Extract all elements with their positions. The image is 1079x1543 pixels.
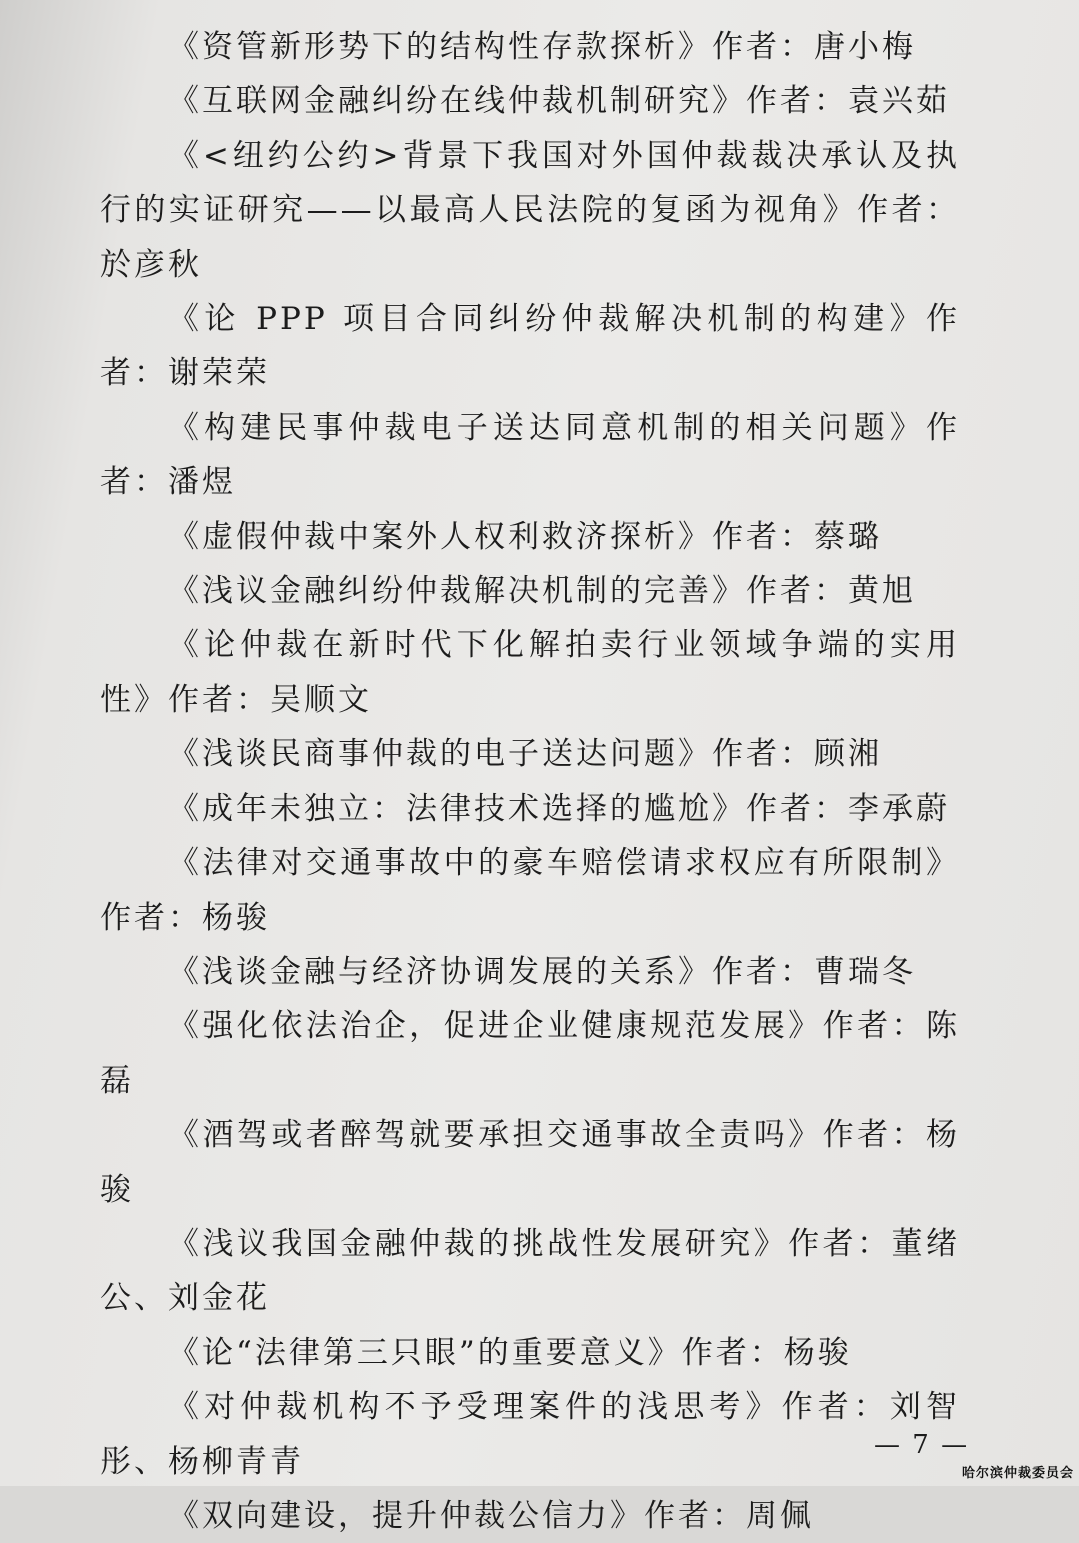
article-entry: 《双向建设，提升仲裁公信力》作者：周佩 [168,1497,814,1534]
article-entry: 《强化依法治企，促进企业健康规范发展》作者：陈磊 [100,1008,960,1099]
watermark-text: 哈尔滨仲裁委员会 [962,1466,1075,1481]
article-entry: 《浅议金融纠纷仲裁解决机制的完善》作者：黄旭 [168,573,916,610]
article-entry: 《互联网金融纠纷在线仲裁机制研究》作者：袁兴茹 [168,83,950,120]
article-entry: 《酒驾或者醉驾就要承担交通事故全责吗》作者：杨骏 [100,1117,960,1208]
article-entry: 《<纽约公约>背景下我国对外国仲裁裁决承认及执行的实证研究——以最高人民法院的复函为视角》作者：於彦秋 [100,137,960,283]
article-entry: 《论“法律第三只眼”的重要意义》作者：杨骏 [168,1334,852,1371]
article-entry: 《成年未独立：法律技术选择的尴尬》作者：李承蔚 [168,790,950,827]
page-number: — 7 — [874,1430,970,1460]
article-entry: 《法律对交通事故中的豪车赔偿请求权应有所限制》作者：杨骏 [100,845,960,936]
article-entry: 《构建民事仲裁电子送达同意机制的相关问题》作者：潘煜 [100,409,960,501]
article-entry: 《论 PPP 项目合同纠纷仲裁解决机制的构建》作者：谢荣荣 [100,301,960,392]
article-entry: 《资管新形势下的结构性存款探析》作者：唐小梅 [168,29,916,65]
article-entry: 《浅谈金融与经济协调发展的关系》作者：曹瑞冬 [168,953,916,990]
article-entry: 《虚假仲裁中案外人权利救济探析》作者：蔡璐 [168,518,882,555]
article-list [100,20,960,1543]
article-entry: 《论仲裁在新时代下化解拍卖行业领域争端的实用性》作者：吴顺文 [100,627,960,718]
article-entry: 《浅议我国金融仲裁的挑战性发展研究》作者：董绪公、刘金花 [100,1225,960,1317]
article-entry: 《对仲裁机构不予受理案件的浅思考》作者：刘智彤、杨柳青青 [100,1389,960,1480]
article-entry: 《浅谈民商事仲裁的电子送达问题》作者：顾湘 [168,736,882,773]
